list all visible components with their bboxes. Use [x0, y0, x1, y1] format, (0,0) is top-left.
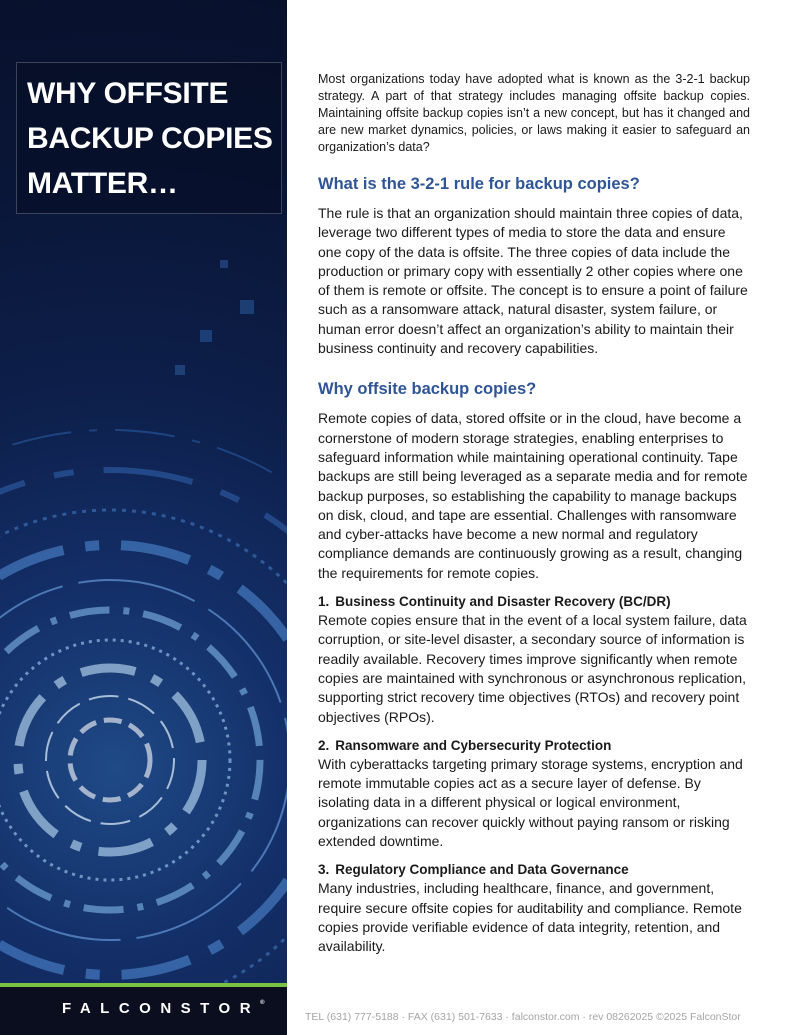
intro-paragraph: Most organizations today have adopted what is known as the 3-2-1 backup strategy. A part of that strategy includes managing offsite backup copies. Maintaining offsite backup copies isn’t a new concept, but has it changed and are new market dynamics, policies, or laws making it easier to safeguard an organization’s data?: [318, 72, 750, 154]
list-item-number: 2.: [318, 737, 330, 753]
list-item-title: Ransomware and Cybersecurity Protection: [335, 737, 612, 753]
list-item-body: Remote copies ensure that in the event of a local system failure, data corruption, or site-level disaster, a secondary source of information is readily available. Recovery times improve significantly when remote copies are maintained with synchronous or asynchronous replication, supporting strict recovery time objectives (RTOs) and recovery point objectives (RPOs).: [318, 612, 747, 725]
falconstor-logo: [62, 1000, 264, 1017]
list-item-heading: [318, 592, 750, 611]
registered-mark: ®: [260, 1000, 265, 1006]
logo-text: FALCONSTOR: [62, 1000, 261, 1017]
sidebar-panel: [0, 0, 287, 985]
list-item-heading: [318, 860, 750, 879]
list-item-title: Business Continuity and Disaster Recovery (BC/DR): [335, 594, 671, 610]
list-item: [318, 592, 750, 727]
list-item-body: Many industries, including healthcare, finance, and government, require secure offsite copies for auditability and compliance. Remote copies provide verifiable evidence of data integrity, retention, and availability.: [318, 880, 742, 955]
list-item-title: Regulatory Compliance and Data Governance: [335, 862, 629, 878]
main-content: [318, 71, 750, 957]
list-item-body: With cyberattacks targeting primary storage systems, encryption and remote immutable copies act as a secure layer of defense. By isolating data in a different physical or logical environment, organizations can recover quickly without paying ransom or risking extended downtime.: [318, 755, 743, 850]
footer-accent-bar: [0, 983, 287, 987]
list-item-number: 3.: [318, 862, 330, 878]
title-box: [16, 62, 282, 214]
list-item: [318, 860, 750, 956]
section-heading-why-offsite: Why offsite backup copies?: [318, 380, 537, 399]
footer-contact: TEL (631) 777-5188 · FAX (631) 501-7633 · falconstor.com · rev 08262025 ©2025 FalconStor: [305, 1011, 741, 1023]
list-item-heading: [318, 736, 750, 755]
page-title: WHY OFFSITE BACKUP COPIES MATTER…: [27, 77, 273, 200]
list-item-number: 1.: [318, 594, 330, 610]
section-body-321-rule: The rule is that an organization should maintain three copies of data, leverage two different types of media to store the data and ensure one copy of the data is offsite. The three copies of data include the production or primary copy with essentially 2 other copies where one of them is remote or offsite. The concept is to ensure a point of failure such as a ransomware attack, natural disaster, system failure, or human error doesn’t affect an organization’s ability to maintain their business continuity and recovery capabilities.: [318, 205, 748, 357]
list-item: [318, 736, 750, 851]
section-body-why-offsite: Remote copies of data, stored offsite or in the cloud, have become a cornerstone of modern storage strategies, enabling enterprises to safeguard information while maintaining operational continuity. Tape backups are still being leveraged as a separate media and for remote backup purposes, so establishing the capability to manage backups on disk, cloud, and tape are essential. Challenges with ransomware and cyber-attacks have become a new normal and regulatory compliance demands are continuously growing as a result, changing the requirements for remote copies.: [318, 410, 748, 581]
section-heading-321-rule: What is the 3-2-1 rule for backup copies?: [318, 175, 640, 193]
